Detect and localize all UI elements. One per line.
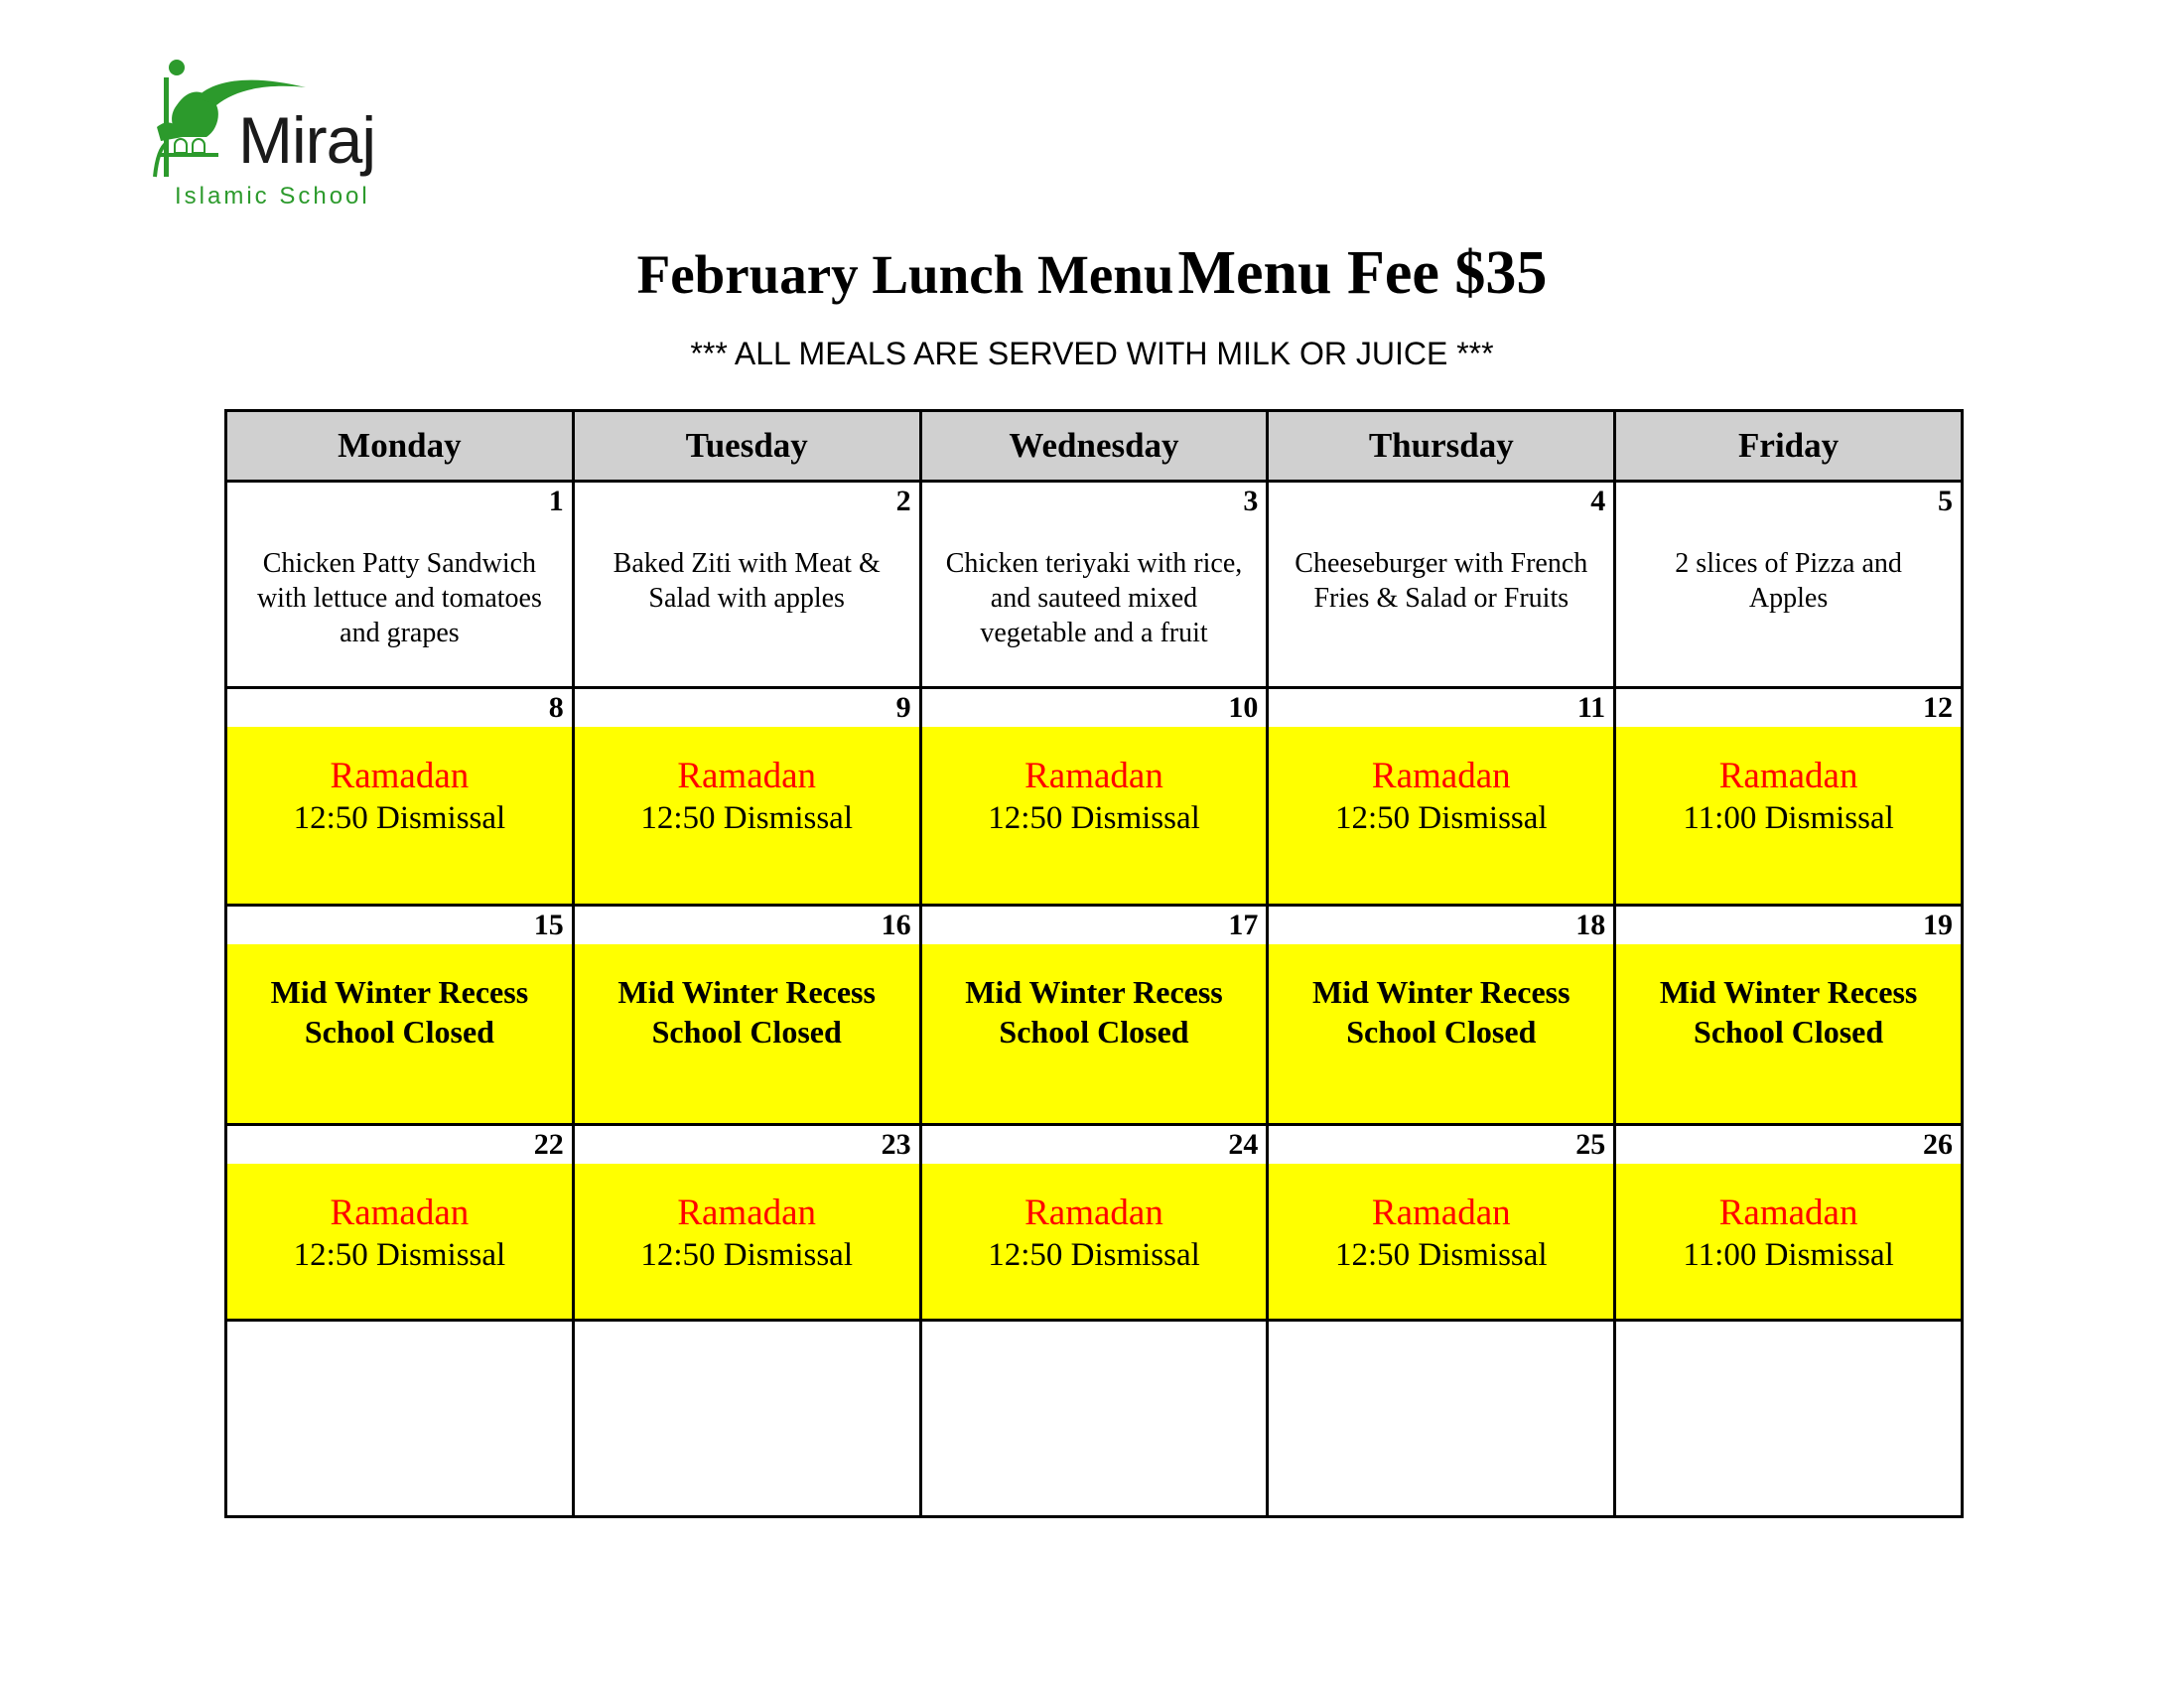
- closed-label: School Closed: [1346, 1014, 1537, 1050]
- dismissal-time: 11:00 Dismissal: [1683, 1237, 1894, 1273]
- day-number: 5: [1616, 483, 1961, 520]
- closed-label: School Closed: [651, 1014, 842, 1050]
- ramadan-label: Ramadan: [1024, 1193, 1163, 1233]
- ramadan-block: [922, 727, 1267, 904]
- ramadan-label: Ramadan: [1718, 756, 1858, 796]
- page-title: [0, 238, 2184, 309]
- lunch-calendar: [224, 409, 1964, 1518]
- day-number: 16: [575, 907, 919, 944]
- week-row-3: [226, 906, 1963, 1125]
- ramadan-label: Ramadan: [1024, 756, 1163, 796]
- day-cell: [573, 688, 920, 906]
- recess-label: Mid Winter Recess: [1659, 974, 1918, 1010]
- recess-block: [575, 944, 919, 1123]
- closed-label: School Closed: [999, 1014, 1189, 1050]
- day-cell: [1615, 482, 1963, 688]
- day-cell: [226, 482, 574, 688]
- recess-block: [1269, 944, 1613, 1123]
- ramadan-label: Ramadan: [677, 756, 817, 796]
- logo-subtitle: Islamic School: [175, 183, 370, 210]
- day-number: 4: [1269, 483, 1613, 520]
- header-thursday: Thursday: [1268, 411, 1615, 482]
- dismissal-time: 12:50 Dismissal: [293, 800, 506, 836]
- ramadan-label: Ramadan: [330, 1193, 470, 1233]
- empty-day-cell: [573, 1321, 920, 1517]
- day-cell: [920, 1125, 1268, 1321]
- ramadan-block: [1269, 727, 1613, 904]
- week-row-4: [226, 1125, 1963, 1321]
- ramadan-block: [1269, 1164, 1613, 1319]
- day-cell: [1615, 688, 1963, 906]
- ramadan-block: [575, 1164, 919, 1319]
- day-cell: [1268, 1125, 1615, 1321]
- ramadan-label: Ramadan: [1371, 756, 1511, 796]
- day-number: 22: [227, 1126, 572, 1164]
- weekday-header-row: [226, 411, 1963, 482]
- day-cell: [1615, 906, 1963, 1125]
- day-cell: [226, 906, 574, 1125]
- ramadan-block: [575, 727, 919, 904]
- meal-description: Chicken teriyaki with rice, and sauteed mixed vegetable and a fruit: [945, 548, 1243, 648]
- day-number: 12: [1616, 689, 1961, 727]
- day-number: 1: [227, 483, 572, 520]
- day-number: 2: [575, 483, 919, 520]
- day-cell: [920, 688, 1268, 906]
- meal-description: Cheeseburger with French Fries & Salad or Fruits: [1295, 548, 1588, 614]
- day-cell: [1615, 1125, 1963, 1321]
- day-number: 15: [227, 907, 572, 944]
- day-number: 18: [1269, 907, 1613, 944]
- meal-description: Baked Ziti with Meat & Salad with apples: [613, 548, 881, 614]
- meal-note: *** ALL MEALS ARE SERVED WITH MILK OR JUICE ***: [690, 336, 1494, 371]
- dismissal-time: 12:50 Dismissal: [640, 800, 853, 836]
- title-fee: Menu Fee $35: [1177, 239, 1548, 307]
- day-cell: [226, 688, 574, 906]
- header-wednesday: Wednesday: [920, 411, 1268, 482]
- day-number: 24: [922, 1126, 1267, 1164]
- header-tuesday: Tuesday: [573, 411, 920, 482]
- day-number: 19: [1616, 907, 1961, 944]
- recess-block: [1616, 944, 1961, 1123]
- day-number: 25: [1269, 1126, 1613, 1164]
- day-cell: [573, 906, 920, 1125]
- header-monday: Monday: [226, 411, 574, 482]
- title-menu: February Lunch Menu: [636, 244, 1174, 305]
- day-cell: [1268, 482, 1615, 688]
- day-cell: [226, 1125, 574, 1321]
- empty-day-cell: [226, 1321, 574, 1517]
- ramadan-label: Ramadan: [677, 1193, 817, 1233]
- day-number: 9: [575, 689, 919, 727]
- dismissal-time: 12:50 Dismissal: [1334, 800, 1548, 836]
- ramadan-block: [1616, 727, 1961, 904]
- day-number: 8: [227, 689, 572, 727]
- closed-label: School Closed: [304, 1014, 494, 1050]
- empty-day-cell: [920, 1321, 1268, 1517]
- day-number: 26: [1616, 1126, 1961, 1164]
- day-cell: [1268, 906, 1615, 1125]
- day-number: 3: [922, 483, 1267, 520]
- week-row-1: [226, 482, 1963, 688]
- recess-label: Mid Winter Recess: [270, 974, 529, 1010]
- logo-wordmark: Miraj: [238, 103, 375, 177]
- empty-day-cell: [1268, 1321, 1615, 1517]
- dismissal-time: 11:00 Dismissal: [1683, 800, 1894, 836]
- ramadan-label: Ramadan: [1371, 1193, 1511, 1233]
- recess-block: [922, 944, 1267, 1123]
- day-cell: [920, 482, 1268, 688]
- day-number: 17: [922, 907, 1267, 944]
- ramadan-label: Ramadan: [1718, 1193, 1858, 1233]
- header-friday: Friday: [1615, 411, 1963, 482]
- ramadan-block: [922, 1164, 1267, 1319]
- dismissal-time: 12:50 Dismissal: [1334, 1237, 1548, 1273]
- ramadan-block: [1616, 1164, 1961, 1319]
- week-row-5: [226, 1321, 1963, 1517]
- meal-description: Chicken Patty Sandwich with lettuce and tomatoes and grapes: [256, 548, 542, 648]
- meal-description: 2 slices of Pizza and Apples: [1675, 548, 1902, 614]
- recess-label: Mid Winter Recess: [1312, 974, 1570, 1010]
- day-cell: [1268, 688, 1615, 906]
- day-number: 23: [575, 1126, 919, 1164]
- recess-label: Mid Winter Recess: [617, 974, 876, 1010]
- day-cell: [573, 1125, 920, 1321]
- recess-block: [227, 944, 572, 1123]
- dismissal-time: 12:50 Dismissal: [293, 1237, 506, 1273]
- dismissal-time: 12:50 Dismissal: [640, 1237, 853, 1273]
- day-cell: [573, 482, 920, 688]
- day-cell: [920, 906, 1268, 1125]
- ramadan-label: Ramadan: [330, 756, 470, 796]
- dismissal-time: 12:50 Dismissal: [988, 800, 1200, 836]
- recess-label: Mid Winter Recess: [965, 974, 1223, 1010]
- ramadan-block: [227, 727, 572, 904]
- school-logo: [147, 58, 395, 216]
- week-row-2: [226, 688, 1963, 906]
- empty-day-cell: [1615, 1321, 1963, 1517]
- day-number: 11: [1269, 689, 1613, 727]
- day-number: 10: [922, 689, 1267, 727]
- dismissal-time: 12:50 Dismissal: [988, 1237, 1200, 1273]
- ramadan-block: [227, 1164, 572, 1319]
- closed-label: School Closed: [1694, 1014, 1884, 1050]
